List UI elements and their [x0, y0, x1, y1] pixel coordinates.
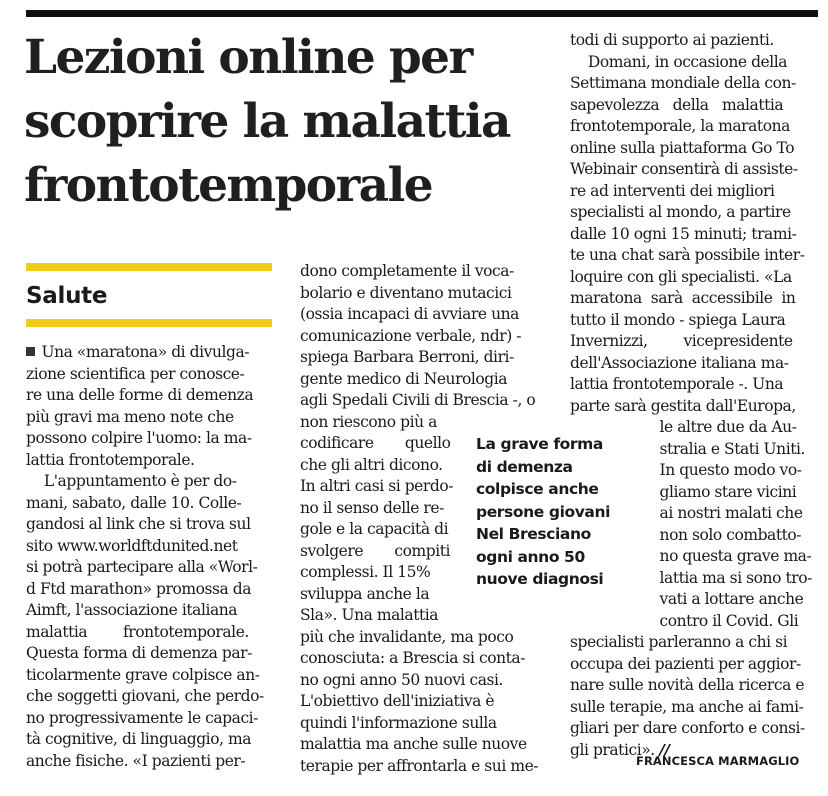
pull-quote: La grave forma di demenza colpisce anche persone giovani Nel Bresciano ogni anno 50 nuove diagnosi — [476, 435, 611, 588]
byline: FRANCESCA MARMAGLIO — [636, 754, 800, 768]
section-kicker: Salute — [26, 283, 108, 309]
top-rule — [26, 10, 818, 17]
column-3-text: todi di supporto ai pazienti. Domani, in occasione della Settimana mondiale della con- sapevolezza della malattia frontotemporale, la maratona online sulla piattaforma Go To Webinair consentirà di assiste- re ad interventi dei migliori specialisti al mondo, a partire dalle 10 ogni 15 minuti; trami- te una chat sarà possibile inter- loquire con gli specialisti. «La maratona sarà accessibile in tutto il mondo - spiega Laura Invernizzi, vicepresidente dell'Associazione italiana ma- lattia frontotemporale -. Una parte sarà gestita dall'Europa, le altre due da Au- stralia e Stati Uniti. In questo modo vo- gliamo stare vicini ai nostri malati che non solo combatto- no questa grave ma- lattia ma si sono tro- vati a lottare anche contro il Covid. Gli specialisti parleranno a chi si occupa dei pazienti per aggior- nare sulle novità della ricerca e sulle terapie, ma anche ai fami- gliari per dare conforto e consi- gli pratici». — [570, 31, 812, 759]
kicker-bar-bottom — [26, 319, 272, 327]
bullet-square-icon — [26, 347, 35, 356]
end-mark: // — [659, 740, 670, 759]
column-1-text: Una «maratona» di divulga- zione scientifica per conosce- re una delle forme di demenza più gravi ma meno note che possono colpire l'uomo: la ma- lattia frontotemporale. L'appuntamento è per do- mani, sabato, dalle 10. Colle- gandosi al link che si trova sul sito www.worldftdunited.net si potrà partecipare alla «Worl- d Ftd marathon» promossa da Aimft, l'associazione italiana malattia frontotemporale. Questa forma di demenza par- ticolarmente grave colpisce an- che soggetti giovani, che perdo- no progressivamente le capaci- tà cognitive, di linguaggio, ma anche fisiche. «I pazienti per- — [26, 343, 264, 770]
article-column-1 — [26, 342, 274, 772]
article-column-2: dono completamente il voca- bolario e diventano mutacici (ossia incapaci di avviare una comunicazione verbale, ndr) - spiega Barbara Berroni, diri- gente medico di Neurologia agli Spedali Civili di Brescia -, o non riescono più a codificare quello che gli altri dicono. In altri casi si perdo- no il senso delle re- gole e la capacità di svolgere compiti complessi. Il 15% sviluppa anche la Sla». Una malattia più che invalidante, ma poco conosciuta: a Brescia si conta- no ogni anno 50 nuovi casi. L'obiettivo dell'iniziativa è quindi l'informazione sulla malattia ma anche sulle nuove terapie per affrontarla e sui me- — [300, 262, 539, 775]
kicker-bar-top — [26, 263, 272, 271]
article-column-3 — [570, 30, 820, 761]
article-headline: Lezioni online per scoprire la malattia frontotemporale — [24, 30, 510, 213]
